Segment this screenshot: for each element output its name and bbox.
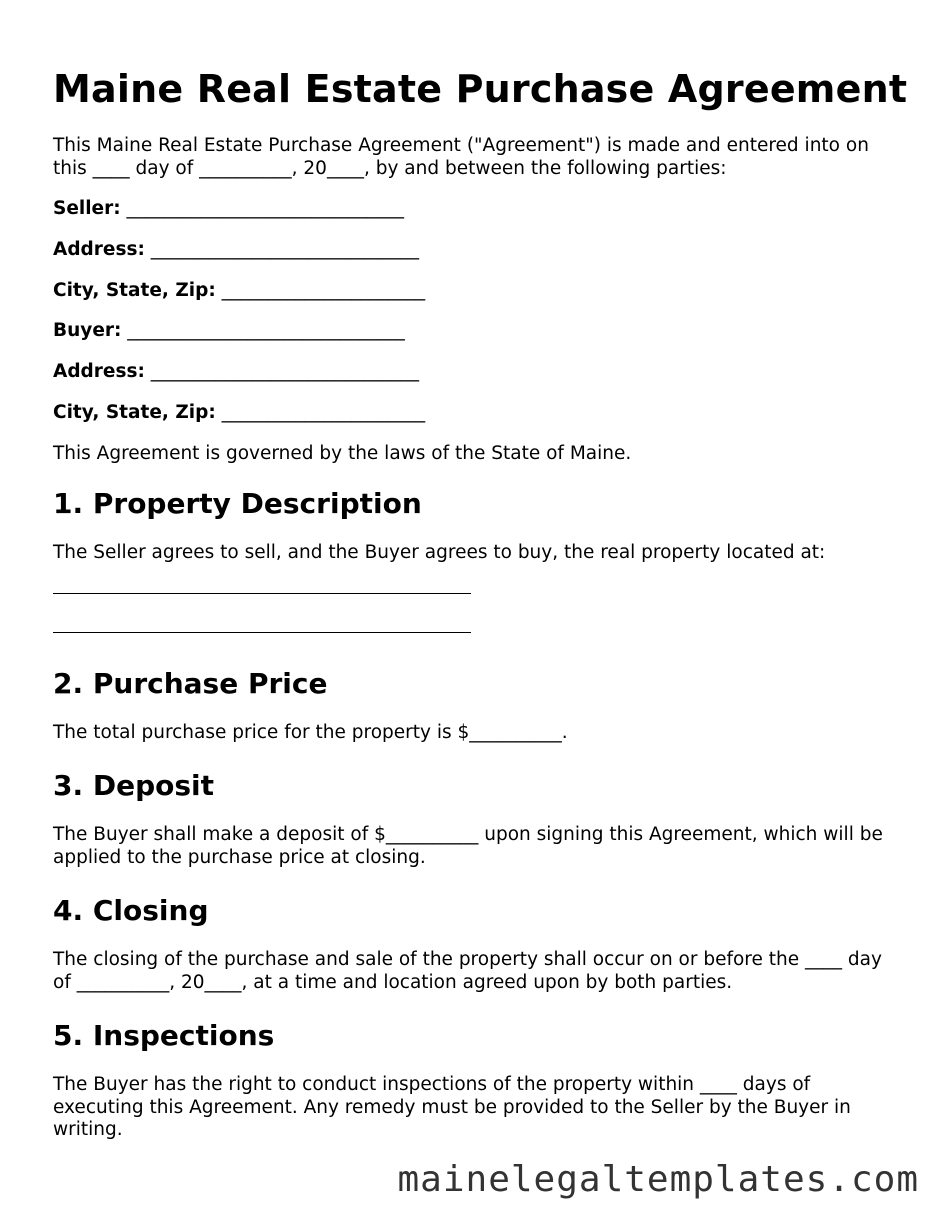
buyer-field[interactable] <box>53 320 913 343</box>
property-address-line-1[interactable] <box>53 593 471 594</box>
section-heading-price: 2. Purchase Price <box>53 666 328 700</box>
section-heading-deposit: 3. Deposit <box>53 769 215 803</box>
watermark-text: mainelegaltemplates.com <box>397 1159 919 1200</box>
buyer-city-label: City, State, Zip: <box>53 401 216 423</box>
seller-address-blank[interactable]: _____________________________ <box>150 238 420 260</box>
buyer-address-blank[interactable]: _____________________________ <box>150 361 420 383</box>
property-text: The Seller agrees to sell, and the Buyer agrees to buy, the real property located at: <box>53 542 826 564</box>
buyer-city-blank[interactable]: ______________________ <box>221 401 426 423</box>
inspections-paragraph <box>53 1074 913 1142</box>
intro-line-2: this ____ day of __________, 20____, by and between the following parties: <box>53 157 727 179</box>
buyer-city-field[interactable] <box>53 402 913 425</box>
deposit-line-1: The Buyer shall make a deposit of $__________ upon signing this Agreement, which will be <box>53 824 883 846</box>
seller-address-label: Address: <box>53 238 145 260</box>
seller-city-label: City, State, Zip: <box>53 279 216 301</box>
section-heading-inspections: 5. Inspections <box>53 1019 275 1053</box>
buyer-label: Buyer: <box>53 320 122 342</box>
section-heading-closing: 4. Closing <box>53 894 209 928</box>
inspections-line-1: The Buyer has the right to conduct inspections of the property within ____ days of <box>53 1074 811 1096</box>
document-title: Maine Real Estate Purchase Agreement <box>53 67 908 111</box>
inspections-line-2: executing this Agreement. Any remedy must be provided to the Seller by the Buyer in <box>53 1096 851 1118</box>
buyer-address-field[interactable] <box>53 361 913 384</box>
seller-blank[interactable]: ______________________________ <box>126 198 405 219</box>
seller-city-blank[interactable]: ______________________ <box>221 279 426 301</box>
inspections-line-3: writing. <box>53 1119 123 1141</box>
seller-city-field[interactable] <box>53 280 913 303</box>
section-heading-property: 1. Property Description <box>53 487 422 521</box>
seller-address-field[interactable] <box>53 239 913 262</box>
buyer-address-label: Address: <box>53 361 145 383</box>
buyer-blank[interactable]: ______________________________ <box>127 320 405 342</box>
seller-label: Seller: <box>53 198 121 219</box>
deposit-line-2: applied to the purchase price at closing. <box>53 846 426 868</box>
deposit-paragraph <box>53 824 913 869</box>
closing-line-2: of __________, 20____, at a time and location agreed upon by both parties. <box>53 971 733 993</box>
document-page <box>53 62 913 1142</box>
price-text: The total purchase price for the property is $__________. <box>53 721 568 743</box>
closing-line-1: The closing of the purchase and sale of the property shall occur on or before the ____ day <box>53 949 882 971</box>
closing-paragraph <box>53 949 913 994</box>
intro-line-1: This Maine Real Estate Purchase Agreement ("Agreement") is made and entered into on <box>53 135 869 156</box>
property-address-line-2[interactable] <box>53 632 471 633</box>
seller-field[interactable] <box>53 198 913 221</box>
intro-paragraph <box>53 135 913 180</box>
governing-law-text: This Agreement is governed by the laws of the State of Maine. <box>53 442 632 464</box>
